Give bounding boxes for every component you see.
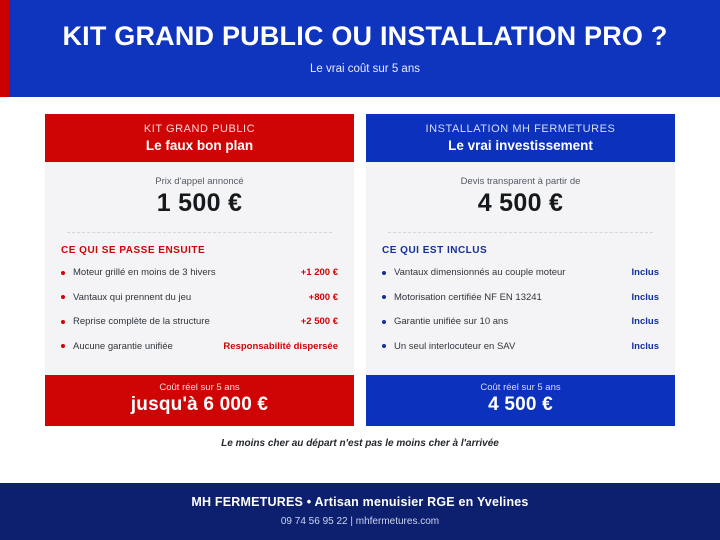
list-item (382, 292, 659, 303)
list-item (382, 341, 659, 352)
price-block (61, 176, 338, 228)
list-item (61, 316, 338, 327)
list-item-value: Inclus (631, 291, 659, 303)
total-amount: 4 500 € (488, 394, 553, 415)
list-item-value: Responsabilité dispersée (223, 340, 338, 352)
card-kicker: KIT GRAND PUBLIC (143, 123, 256, 135)
card-footer-total (45, 375, 354, 426)
list-item-label: Garantie unifiée sur 10 ans (394, 316, 509, 327)
card-footer-total (366, 375, 675, 426)
list-item-label: Reprise complète de la structure (73, 316, 210, 327)
hero-accent-stripe (0, 0, 9, 97)
card-header (366, 114, 675, 162)
contact-details: 09 74 56 95 22 | mhfermetures.com (280, 516, 440, 527)
total-label: Coût réel sur 5 ans (480, 382, 561, 393)
card-tagline: Le faux bon plan (145, 138, 254, 153)
price-label: Prix d'appel annoncé (155, 176, 244, 187)
inclusions-list (382, 267, 659, 352)
card-body (366, 162, 675, 375)
list-item (61, 267, 338, 278)
card-kit-grand-public (45, 114, 354, 426)
price-amount: 4 500 € (477, 189, 564, 217)
card-tagline: Le vrai investissement (448, 138, 593, 153)
hero-banner (0, 0, 720, 97)
card-body (45, 162, 354, 375)
bullet-icon (382, 344, 386, 348)
bullet-icon (382, 295, 386, 299)
bullet-icon (61, 320, 65, 324)
list-item-value: Inclus (631, 267, 659, 278)
list-item (61, 292, 338, 303)
bullet-icon (61, 295, 65, 299)
bullet-icon (382, 320, 386, 324)
list-item-label: Vantaux qui prennent du jeu (73, 291, 192, 303)
card-header (45, 114, 354, 162)
list-item-label: Aucune garantie unifiée (73, 340, 173, 352)
list-item-label: Moteur grillé en moins de 3 hivers (73, 267, 216, 278)
total-label: Coût réel sur 5 ans (159, 382, 240, 393)
consequences-list (61, 267, 338, 352)
company-line: MH FERMETURES • Artisan menuisier RGE en Yvelines (191, 495, 529, 509)
price-block (382, 176, 659, 228)
list-item-value: Inclus (631, 316, 659, 327)
list-item-label: Motorisation certifiée NF EN 13241 (394, 291, 542, 303)
total-amount: jusqu'à 6 000 € (130, 394, 269, 415)
list-item-value: +1 200 € (300, 267, 338, 278)
bullet-icon (61, 271, 65, 275)
list-item (61, 341, 338, 352)
list-item (382, 316, 659, 327)
page-subtitle: Le vrai coût sur 5 ans (310, 62, 420, 75)
comparison-section (0, 97, 720, 426)
list-item-label: Vantaux dimensionnés au couple moteur (394, 267, 566, 278)
contact-bar (0, 483, 720, 540)
list-item-label: Un seul interlocuteur en SAV (394, 340, 516, 352)
list-item-value: +800 € (308, 291, 338, 303)
list-title: CE QUI SE PASSE ENSUITE (61, 245, 206, 256)
list-item-value: +2 500 € (300, 316, 338, 327)
card-kicker: INSTALLATION MH FERMETURES (425, 123, 616, 135)
section-divider (67, 232, 332, 233)
page-title: KIT GRAND PUBLIC OU INSTALLATION PRO ? (62, 21, 668, 52)
card-installation-mh-fermetures (366, 114, 675, 426)
closing-tagline: Le moins cher au départ n'est pas le moins cher à l'arrivée (221, 438, 499, 449)
list-title: CE QUI EST INCLUS (382, 245, 488, 256)
price-amount: 1 500 € (156, 189, 243, 217)
list-item (382, 267, 659, 278)
list-item-value: Inclus (631, 340, 659, 352)
bullet-icon (382, 271, 386, 275)
section-divider (388, 232, 653, 233)
bullet-icon (61, 344, 65, 348)
price-label: Devis transparent à partir de (460, 176, 581, 187)
